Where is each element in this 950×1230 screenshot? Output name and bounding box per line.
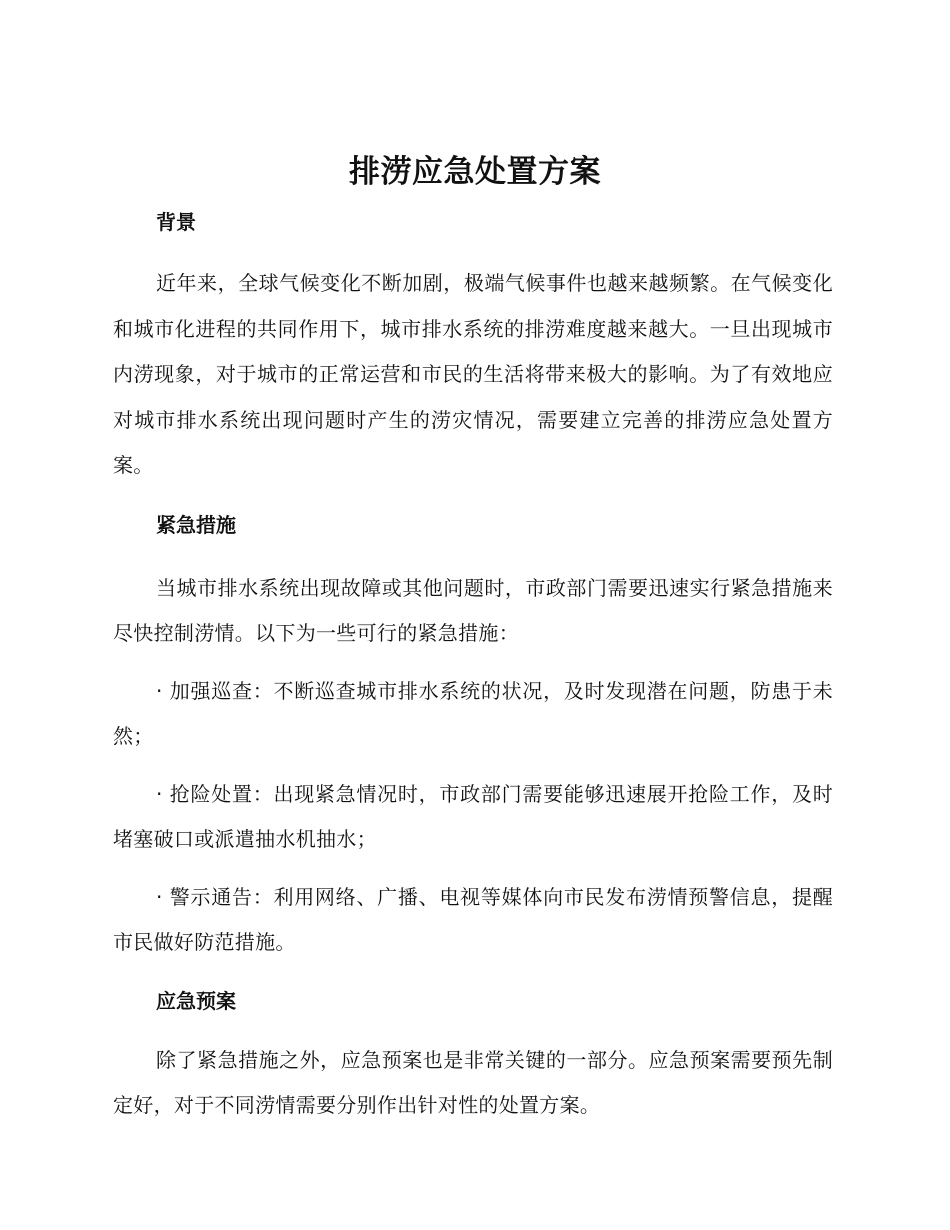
paragraph-emergency-plan: 除了紧急措施之外，应急预案也是非常关键的一部分。应急预案需要预先制定好，对于不同涝情需要分别作出针对性的处置方案。 bbox=[113, 1047, 833, 1117]
bullet-item-rescue: · 抢险处置：出现紧急情况时，市政部门需要能够迅速展开抢险工作，及时堵塞破口或派遣抽水机抽水； bbox=[113, 781, 833, 851]
section-heading-background: 背景 bbox=[156, 210, 196, 234]
bullet-item-patrol: · 加强巡查：不断巡查城市排水系统的状况，及时发现潜在问题，防患于未然； bbox=[113, 678, 833, 748]
bullet-item-warning: · 警示通告：利用网络、广播、电视等媒体向市民发布涝情预警信息，提醒市民做好防范措施。 bbox=[113, 884, 833, 954]
document-body bbox=[113, 205, 833, 1129]
paragraph-emergency-intro: 当城市排水系统出现故障或其他问题时，市政部门需要迅速实行紧急措施来尽快控制涝情。以下为一些可行的紧急措施： bbox=[113, 575, 833, 645]
section-heading-emergency-measures: 紧急措施 bbox=[156, 512, 236, 537]
document-title: 排涝应急处置方案 bbox=[349, 154, 601, 190]
paragraph-background: 近年来，全球气候变化不断加剧，极端气候事件也越来越频繁。在气候变化和城市化进程的共同作用下，城市排水系统的排涝难度越来越大。一旦出现城市内涝现象，对于城市的正常运营和市民的生活将带来极大的影响。为了有效地应对城市排水系统出现问题时产生的涝灾情况，需要建立完善的排涝应急处置方案。 bbox=[113, 271, 833, 477]
section-heading-emergency-plan: 应急预案 bbox=[156, 988, 236, 1013]
